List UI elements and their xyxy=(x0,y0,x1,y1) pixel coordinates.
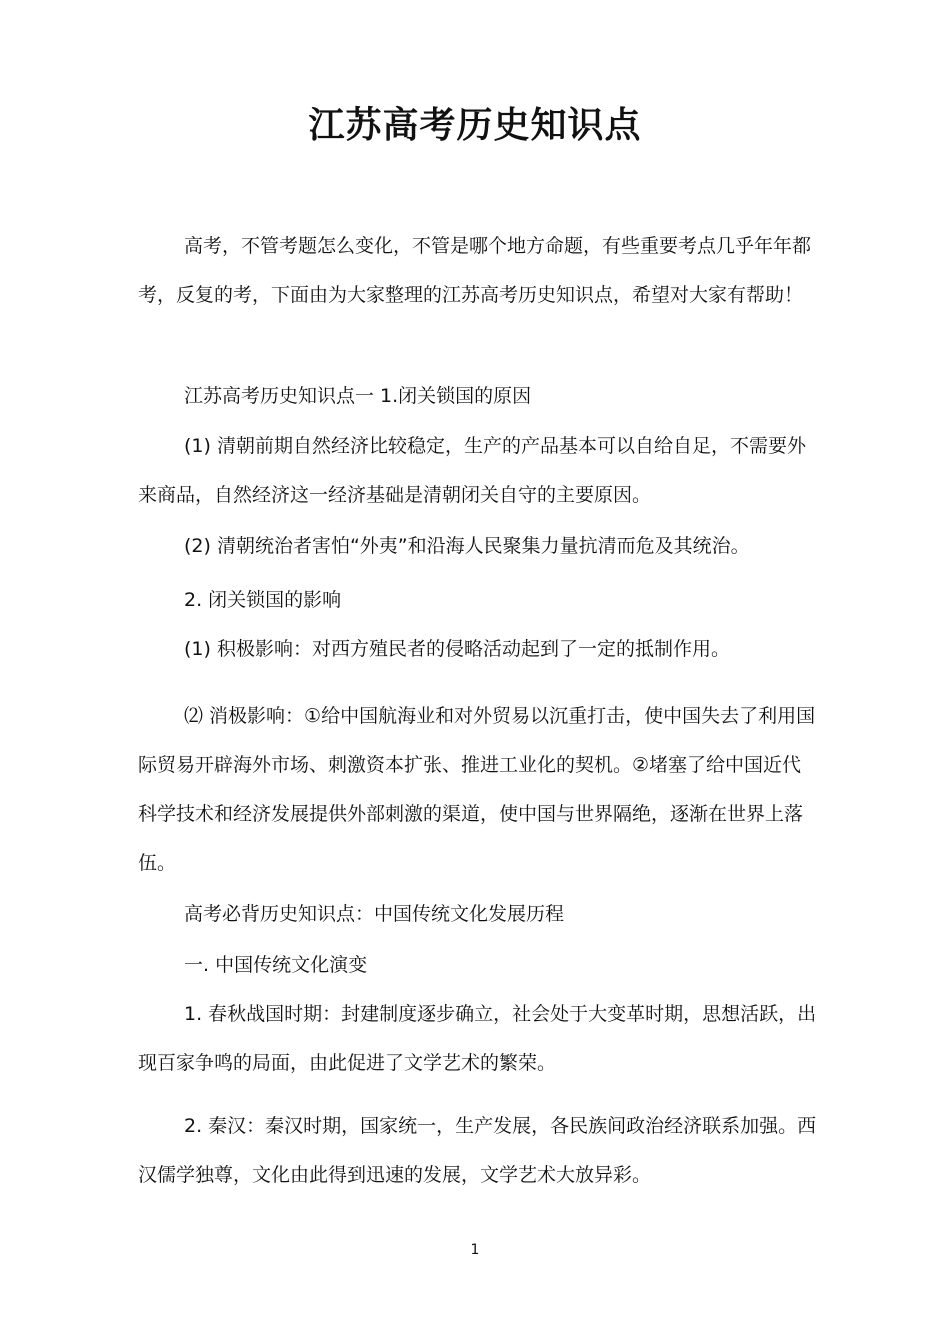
paragraph-spring-autumn: 1. 春秋战国时期：封建制度逐步确立，社会处于大变革时期，思想活跃，出现百家争鸣的局面，由此促进了文学艺术的繁荣。 xyxy=(138,1003,817,1074)
section-heading-2: 2. 闭关锁国的影响 xyxy=(184,589,342,611)
paragraph-qin-han: 2. 秦汉：秦汉时期，国家统一，生产发展，各民族间政治经济联系加强。西汉儒学独尊，文化由此得到迅速的发展，文学艺术大放异彩。 xyxy=(138,1115,817,1186)
paragraph-cause-1: (1) 清朝前期自然经济比较稳定，生产的产品基本可以自给自足，不需要外来商品，自然经济这一经济基础是清朝闭关自守的主要原因。 xyxy=(138,435,806,506)
section-heading-3: 高考必背历史知识点：中国传统文化发展历程 xyxy=(184,903,565,925)
paragraph-negative-impact: ⑵ 消极影响：①给中国航海业和对外贸易以沉重打击，使中国失去了利用国际贸易开辟海外市场、刺激资本扩张、推进工业化的契机。②堵塞了给中国近代科学技术和经济发展提供外部刺激的渠道，使中国与世界隔绝，逐渐在世界上落伍。 xyxy=(138,705,816,874)
document-title: 江苏高考历史知识点 xyxy=(308,105,642,146)
paragraph-positive-impact: (1) 积极影响：对西方殖民者的侵略活动起到了一定的抵制作用。 xyxy=(184,638,730,660)
intro-paragraph: 高考，不管考题怎么变化，不管是哪个地方命题，有些重要考点几乎年年都考，反复的考，下面由为大家整理的江苏高考历史知识点，希望对大家有帮助！ xyxy=(138,235,812,306)
section-heading-1: 江苏高考历史知识点一 1.闭关锁国的原因 xyxy=(184,385,532,407)
paragraph-cause-2: (2) 清朝统治者害怕“外夷”和沿海人民聚集力量抗清而危及其统治。 xyxy=(184,535,750,557)
page-number: 1 xyxy=(470,1242,480,1258)
subsection-heading: 一. 中国传统文化演变 xyxy=(184,954,368,976)
